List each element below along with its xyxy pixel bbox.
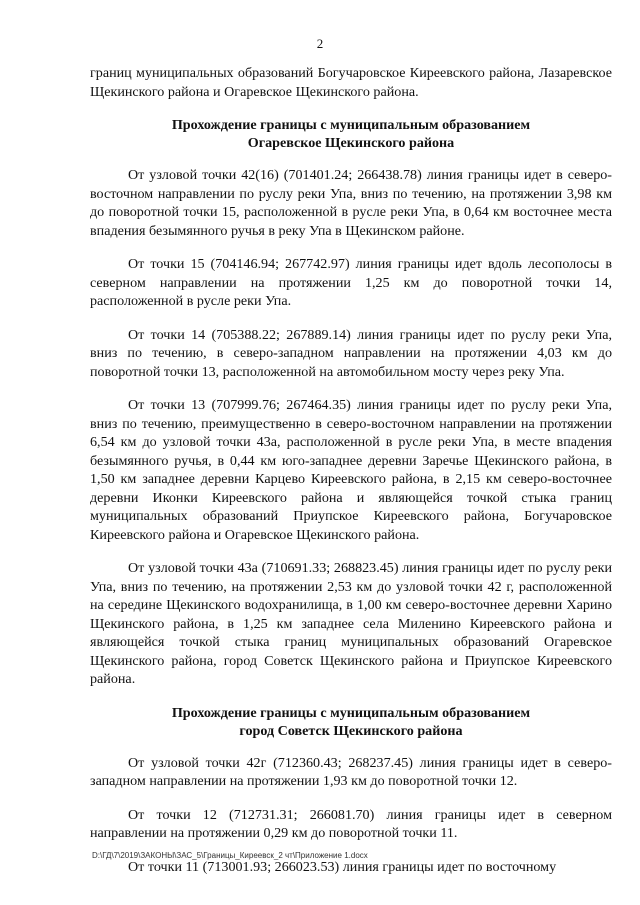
paragraph: От узловой точки 42(16) (701401.24; 266438.78) линия границы идет в северо-восточном направлении по руслу реки Упа, вниз по течению, на протяжении 3,98 км до поворотной точки 15, расположенной в русле реки Упа, в 0,64 км восточнее места впадения безымянного ручья в реку Упа в Щекинском районе. <box>90 167 612 239</box>
section-heading-ogarevskoe <box>90 116 612 152</box>
paragraph: От узловой точки 43а (710691.33; 268823.45) линия границы идет по руслу реки Упа, вниз по течению, на протяжении 2,53 км до узловой точки 42 г, расположенной на середине Щекинского водохранилища, в 1,00 км северо-восточнее деревни Харино Щекинского района, в 1,25 км западнее села Миленино Киреевского района и являющейся точкой стыка границ муниципальных образований Огаревское Щекинского района, город Советск Щекинского района и Приупское Киреевского района. <box>90 560 612 687</box>
section-heading-sovetsk <box>90 704 612 740</box>
paragraph: От точки 12 (712731.31; 266081.70) линия границы идет в северном направлении на протяжении 0,29 км до поворотной точки 11. <box>90 806 612 841</box>
section-heading-line: Прохождение границы с муниципальным образованием <box>171 117 531 133</box>
paragraph: От точки 15 (704146.94; 267742.97) линия границы идет вдоль лесополосы в северном направлении на протяжении 1,25 км до поворотной точки 14, расположенной в русле реки Упа. <box>90 256 612 309</box>
section-heading-line: Прохождение границы с муниципальным образованием <box>171 704 531 721</box>
section-heading-line: Огаревское Щекинского района <box>247 135 455 151</box>
paragraph: От точки 14 (705388.22; 267889.14) линия границы идет по руслу реки Упа, вниз по течению, в северо-западном направлении на протяжении 4,03 км до поворотной точки 13, расположенной на автомобильном мосту через реку Упа. <box>90 326 612 380</box>
continuation-paragraph: границ муниципальных образований Богучаровское Киреевского района, Лазаревское Щекинского района и Огаревское Щекинского района. <box>90 65 612 100</box>
document-body <box>90 64 612 891</box>
page-number: 2 <box>316 36 324 51</box>
file-path-footer: D:\ГД\7\2019\ЗАКОНЫ\ЗАС_5\Границы_Киреевск_2 чт\Приложение 1.docx <box>92 851 368 860</box>
paragraph: От точки 13 (707999.76; 267464.35) линия границы идет по руслу реки Упа, вниз по течению, преимущественно в северо-восточном направлении на протяжении 6,54 км до узловой точки 43а, расположенной в русле реки Упа, в месте впадения безымянного ручья, в 0,44 км юго-западнее деревни Заречье Щекинского района, в 1,50 км западнее деревни Карцево Киреевского района, в 2,15 км северо-восточнее деревни Иконки Киреевского района и являющейся точкой стыка границ муниципальных образований Приупское Киреевского района, Богучаровское Киреевского района и Огаревское Щекинского района. <box>90 397 612 543</box>
paragraph: От точки 11 (713001.93; 266023.53) линия границы идет по восточному <box>128 858 557 875</box>
paragraph: От узловой точки 42г (712360.43; 268237.45) линия границы идет в северо-западном направлении на протяжении 1,93 км до поворотной точки 12. <box>90 754 612 789</box>
section-heading-line: город Советск Щекинского района <box>239 722 463 739</box>
